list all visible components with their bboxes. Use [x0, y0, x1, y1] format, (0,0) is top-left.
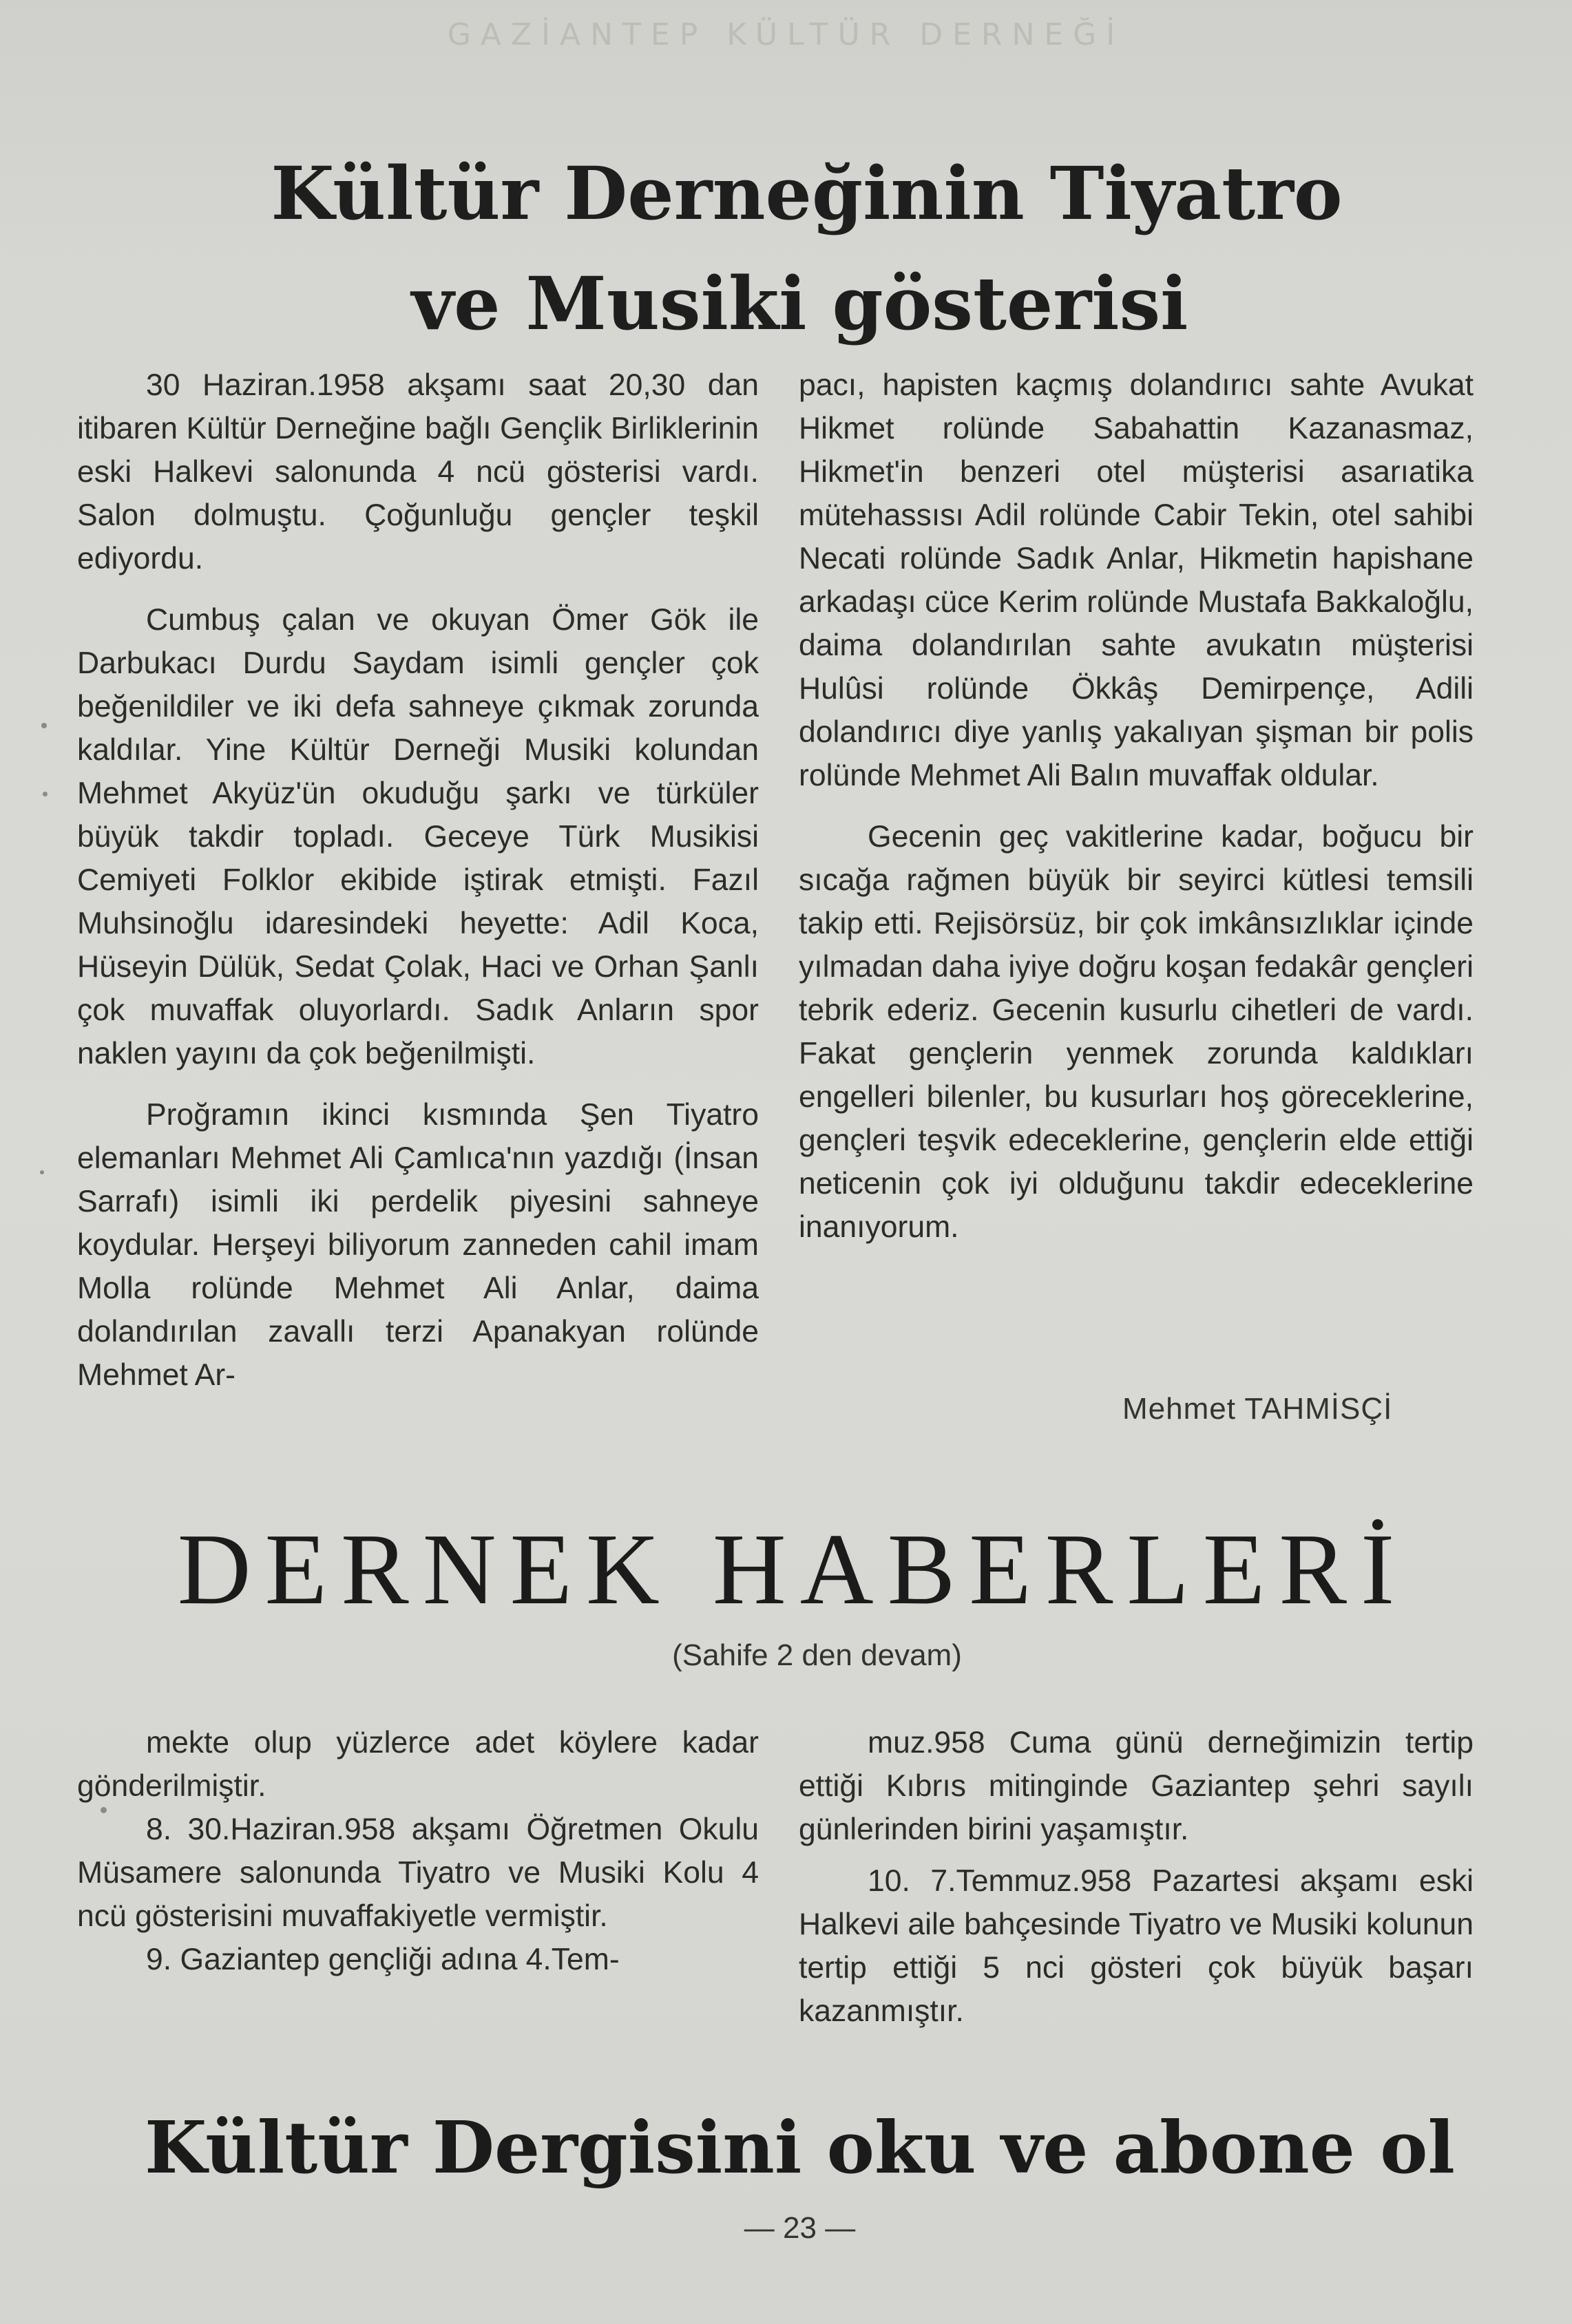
article-paragraph: Gecenin geç vakitlerine kadar, boğucu bir sıcağa rağmen büyük bir seyirci kütlesi temsili takip etti. Rejisörsüz, bir çok imkânsızlıklar içinde yılmadan daha iyiye doğru koşan fedakâr gençleri tebrik ederiz. Gecenin kusurlu cihetleri de vardı. Fakat gençlerin yenmek zorunda kaldıkları engelleri bilenler, bu kusurları hoş göreceklerine, gençleri teşvik edeceklerine, gençlerin elde ettiği neticenin çok iyi olduğunu takdir edeceklerine inanıyorum. — [799, 820, 1474, 1244]
article-paragraph: Proğramın ikinci kısmında Şen Tiyatro elemanları Mehmet Ali Çamlıca'nın yazdığı (İnsan Sarrafı) isimli iki perdelik piyesini sahneye koydular. Herşeyi biliyorum zanneden cahil imam Molla rolünde Mehmet Ali Anlar, daima dolandırılan zavallı terzi Apanakyan rolünde Mehmet Ar- — [77, 1098, 759, 1392]
page-number: — 23 — — [744, 2211, 856, 2245]
news-paragraph: muz.958 Cuma günü derneğimizin tertip ettiği Kıbrıs mitinginde Gaziantep şehri sayılı günlerinden birini yaşamıştır. — [799, 1726, 1474, 1846]
news-paragraph: 8. 30.Haziran.958 akşamı Öğretmen Okulu Müsamere salonunda Tiyatro ve Musiki Kolu 4 ncü gösterisini muvaffakiyetle vermiştir. — [77, 1813, 759, 1933]
news-right-column — [799, 1721, 1474, 2033]
article-title-line-1: Kültür Derneğinin Tiyatro — [271, 150, 1343, 236]
print-speck — [40, 1170, 44, 1174]
print-speck — [101, 1807, 107, 1813]
article-right-column — [799, 363, 1474, 1249]
article-title-line-2: ve Musiki gösterisi — [411, 260, 1188, 346]
news-left-column — [77, 1721, 759, 1981]
article-left-column — [77, 363, 759, 1397]
article-paragraph: Cumbuş çalan ve okuyan Ömer Gök ile Darbukacı Durdu Saydam isimli gençler çok beğenildiler ve iki defa sahneye çıkmak zorunda kaldılar. Yine Kültür Derneği Musiki kolundan Mehmet Akyüz'ün okuduğu şarkı ve türküler büyük takdir topladı. Geceye Türk Musikisi Cemiyeti Folklor ekibide iştirak etmişti. Fazıl Muhsinoğlu idaresindeki heyette: Adil Koca, Hüseyin Dülük, Sedat Çolak, Haci ve Orhan Şanlı çok muvaffak oluyorlardı. Sadık Anların spor naklen yayını da çok beğenilmişti. — [77, 603, 759, 1070]
news-section-title: DERNEK HABERLERİ — [177, 1513, 1409, 1626]
news-paragraph: 10. 7.Temmuz.958 Pazartesi akşamı eski Halkevi aile bahçesinde Tiyatro ve Musiki kolunun tertip ettiği 5 nci gösteri çok büyük başarı kazanmıştır. — [799, 1864, 1474, 2028]
news-paragraph: mekte olup yüzlerce adet köylere kadar gönderilmiştir. — [77, 1726, 759, 1803]
print-speck — [43, 792, 48, 796]
news-section-subtitle: (Sahife 2 den devam) — [672, 1638, 962, 1672]
footer-slogan: Kültür Dergisini oku ve abone ol — [144, 2105, 1456, 2190]
author-signature: Mehmet TAHMİSÇİ — [1122, 1392, 1393, 1426]
article-paragraph: pacı, hapisten kaçmış dolandırıcı sahte Avukat Hikmet rolünde Sabahattin Kazanasmaz, Hikmet'in benzeri otel müşterisi asarıatika mütehassısı Adil rolünde Cabir Tekin, otel sahibi Necati rolünde Sadık Anlar, Hikmetin hapishane arkadaşı cüce Kerim rolünde Mustafa Bakkaloğlu, daima dolandırılan sahte avukatın müşterisi Hulûsi rolünde Ökkâş Demirpençe, Adili dolandırıcı diye yanlış yakalıyan şişman bir polis rolünde Mehmet Ali Balın muvaffak oldular. — [799, 368, 1474, 792]
print-speck — [41, 723, 47, 728]
header-ghost-text: GAZİANTEP KÜLTÜR DERNEĞİ — [447, 17, 1125, 52]
article-paragraph: 30 Haziran.1958 akşamı saat 20,30 dan itibaren Kültür Derneğine bağlı Gençlik Birliklerinin eski Halkevi salonunda 4 ncü gösterisi vardı. Salon dolmuştu. Çoğunluğu gençler teşkil ediyordu. — [77, 368, 759, 575]
news-paragraph: 9. Gaziantep gençliği adına 4.Tem- — [146, 1943, 620, 1976]
